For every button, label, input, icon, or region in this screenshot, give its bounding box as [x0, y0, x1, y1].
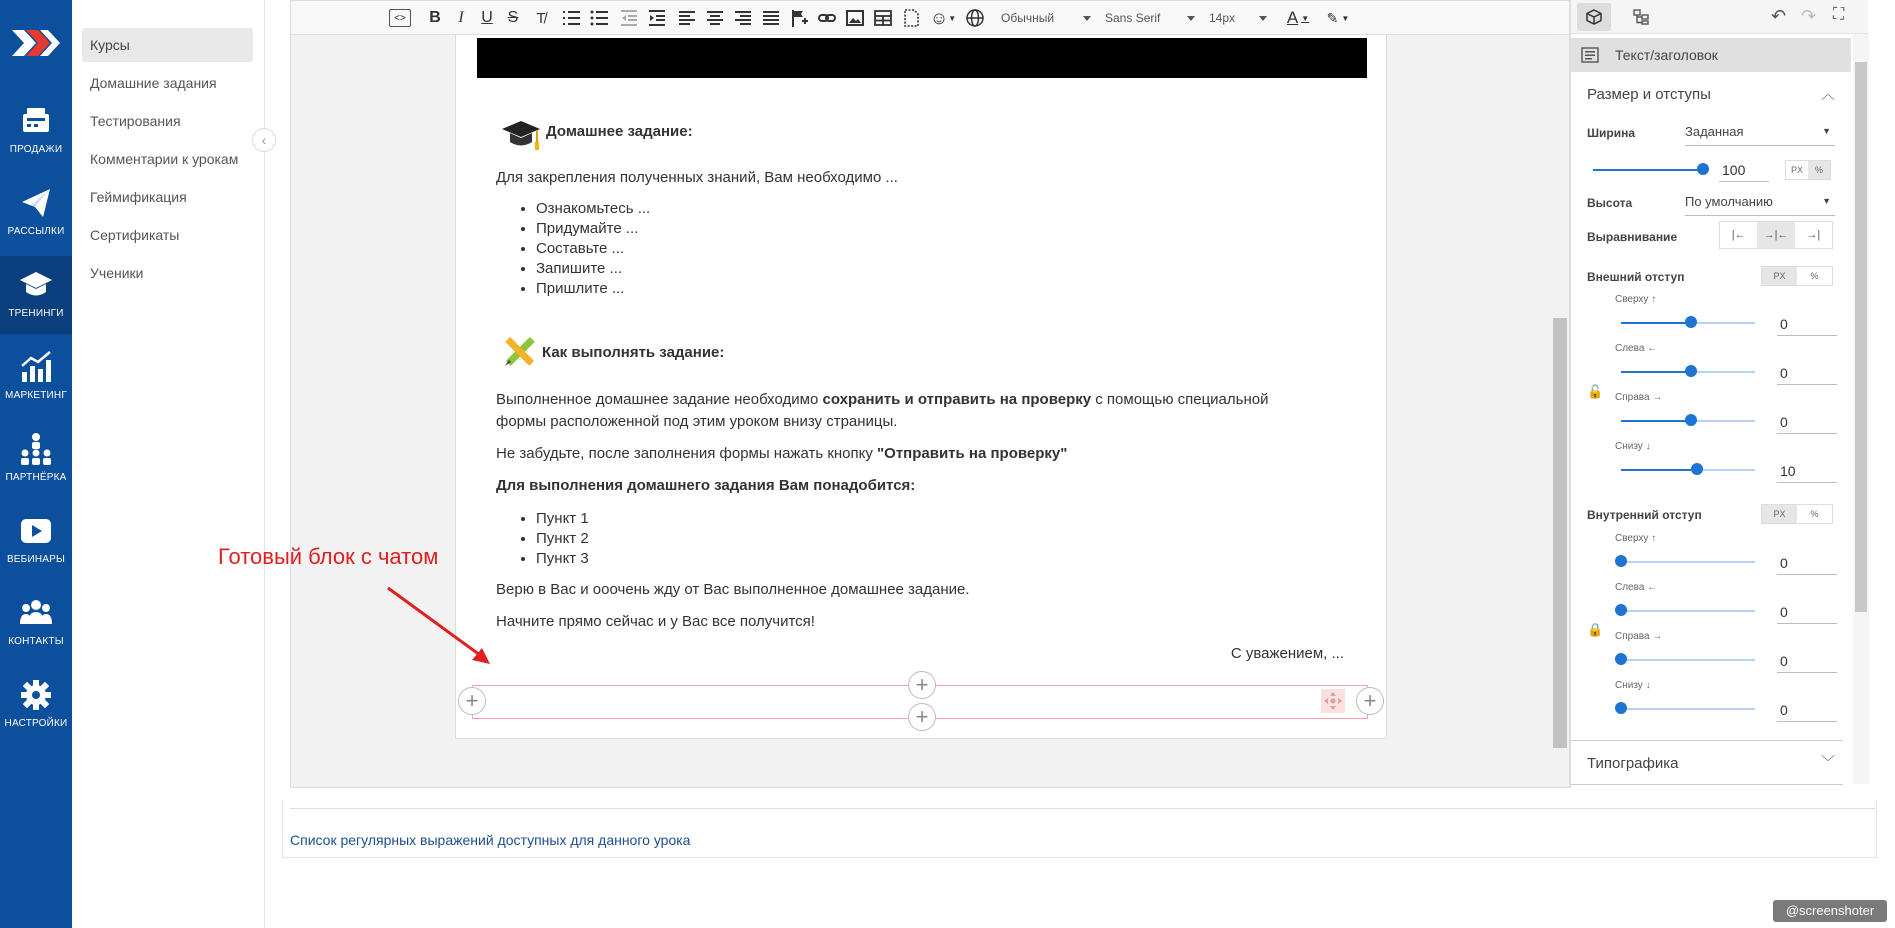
width-slider[interactable]: [1593, 169, 1701, 171]
graduation-cap-icon: [19, 268, 53, 302]
submenu-item-certificates[interactable]: Сертификаты: [90, 227, 180, 243]
divider: [1571, 740, 1843, 741]
align-center-icon: [705, 8, 725, 28]
highlight-button[interactable]: ✎ ▼: [1326, 9, 1350, 26]
anchor-button[interactable]: [787, 7, 811, 29]
unit-percent[interactable]: %: [1810, 509, 1819, 519]
block-settings-tab[interactable]: [1577, 3, 1611, 31]
outer-left-slider-fill: [1621, 371, 1691, 373]
need-title: Для выполнения домашнего задания Вам понадобится:: [496, 477, 916, 494]
format-select[interactable]: [1001, 6, 1091, 30]
homework-list: [516, 199, 650, 299]
size-section-title[interactable]: Размер и отступы: [1587, 86, 1711, 103]
cash-register-icon: [19, 104, 53, 138]
nav-label: МАРКЕТИНГ: [5, 390, 67, 401]
homework-title: Домашнее задание:: [546, 123, 693, 140]
table-button[interactable]: [871, 7, 895, 29]
editor-scrollbar[interactable]: [1551, 35, 1569, 785]
lock-closed-icon[interactable]: 🔒: [1587, 622, 1604, 637]
text-block-icon: [1581, 47, 1599, 63]
width-label: Ширина: [1587, 126, 1636, 140]
submenu-item-courses[interactable]: Курсы: [82, 28, 253, 62]
image-icon: [845, 8, 865, 28]
inner-bottom-label: Снизу ↓: [1615, 680, 1651, 691]
outer-left-text: Слева: [1615, 343, 1645, 354]
screenshoter-badge: @screenshoter: [1773, 900, 1887, 922]
inner-right-label: Справа →: [1615, 631, 1663, 642]
nav-item-webinars[interactable]: [0, 502, 72, 580]
inner-bottom-slider[interactable]: [1621, 708, 1755, 710]
chart-growth-icon: [19, 350, 53, 384]
text-color-button[interactable]: A ▼: [1286, 8, 1310, 27]
document-dashed-icon: [901, 8, 921, 28]
nav-label: ПРОДАЖИ: [9, 144, 63, 155]
outer-bottom-slider-fill: [1621, 469, 1697, 471]
footer-divider: [290, 808, 1875, 809]
annotation-arrow-icon: [380, 580, 500, 670]
align-right-option[interactable]: →|: [1806, 229, 1821, 241]
list-item: • Пункт 2: [536, 529, 589, 549]
unit-percent[interactable]: %: [1808, 161, 1830, 179]
align-right-icon: [733, 8, 753, 28]
strikethrough-button[interactable]: S: [507, 9, 519, 26]
outer-right-text: Справа: [1615, 392, 1650, 403]
chevron-down-icon[interactable]: ﹀: [1821, 754, 1835, 770]
list-item: • Придумайте ...: [536, 219, 650, 239]
height-mode-select[interactable]: По умолчанию ▼: [1685, 194, 1835, 216]
move-handle-icon[interactable]: [1321, 689, 1345, 713]
add-block-bottom-button[interactable]: +: [908, 703, 936, 731]
align-justify-icon: [761, 8, 781, 28]
outer-right-knob[interactable]: [1685, 414, 1697, 426]
code-view-button[interactable]: <>: [389, 9, 411, 27]
panel-scrollbar[interactable]: [1853, 34, 1869, 784]
inner-right-knob[interactable]: [1615, 653, 1627, 665]
list-item: • Запишите ...: [536, 259, 650, 279]
undo-button[interactable]: ↶: [1771, 6, 1787, 26]
inner-left-label: Слева ←: [1615, 582, 1658, 593]
how-paragraph-1-bold: сохранить и отправить на проверку: [822, 391, 1092, 408]
add-block-top-button[interactable]: +: [908, 671, 936, 699]
inner-left-slider[interactable]: [1621, 610, 1755, 612]
inner-top-input[interactable]: 0: [1777, 551, 1837, 575]
submenu-item-students[interactable]: Ученики: [90, 265, 144, 281]
inner-left-input[interactable]: 0: [1777, 600, 1837, 624]
how-paragraph-2-a: Не забудьте, после заполнения формы нажать кнопку: [496, 445, 878, 462]
add-block-left-button[interactable]: +: [458, 687, 486, 715]
width-unit-toggle[interactable]: [1785, 160, 1831, 180]
italic-button[interactable]: I: [458, 9, 464, 26]
size-select[interactable]: [1209, 6, 1267, 30]
how-paragraph-2-bold: "Отправить на проверку": [877, 445, 1068, 462]
fullscreen-button[interactable]: ⛶: [1833, 6, 1845, 23]
nav-item-partners[interactable]: [0, 420, 72, 498]
play-icon: [19, 514, 53, 548]
width-mode-value: Заданная: [1685, 124, 1744, 139]
outdent-icon: [619, 8, 639, 28]
lesson-canvas[interactable]: [455, 35, 1387, 739]
list-item: • Пункт 1: [536, 509, 589, 529]
inner-top-slider[interactable]: [1621, 561, 1755, 563]
how-paragraph-1-line2: формы расположенной под этим уроком внизу страницы.: [496, 413, 898, 430]
indent-icon: [647, 8, 667, 28]
link-button[interactable]: [815, 7, 839, 29]
paper-plane-icon: [19, 186, 53, 220]
graduation-cap-emoji-icon: [500, 115, 542, 155]
nav-label: КОНТАКТЫ: [8, 636, 64, 647]
unit-px[interactable]: PX: [1762, 267, 1797, 285]
lock-open-icon[interactable]: 🔓: [1587, 384, 1604, 399]
language-button[interactable]: [963, 7, 987, 29]
main-nav: [0, 0, 72, 928]
outer-bottom-text: Снизу: [1615, 441, 1643, 452]
inner-unit-toggle[interactable]: [1761, 504, 1833, 524]
editor-scroll-thumb[interactable]: [1553, 318, 1567, 748]
nav-label: ПАРТНЁРКА: [5, 472, 67, 483]
outer-left-knob[interactable]: [1685, 365, 1697, 377]
start-text: Начните прямо сейчас и у Вас все получится!: [496, 613, 815, 630]
trainings-submenu: [72, 0, 265, 928]
list-item: • Пункт 3: [536, 549, 589, 569]
structure-icon[interactable]: [1633, 9, 1649, 25]
inner-right-slider[interactable]: [1621, 659, 1755, 661]
submenu-item-gamification[interactable]: Геймификация: [90, 189, 187, 205]
list-item: • Пришлите ...: [536, 279, 650, 299]
align-label: Выравнивание: [1587, 230, 1678, 244]
inner-padding-label: Внутренний отступ: [1587, 508, 1702, 522]
outer-top-knob[interactable]: [1685, 316, 1697, 328]
outdent-button[interactable]: [617, 7, 641, 29]
need-list: [516, 509, 589, 569]
pencil-ruler-emoji-icon: [500, 331, 540, 371]
belief-text: Верю в Вас и ооочень жду от Вас выполненное домашнее задание.: [496, 581, 970, 598]
how-paragraph-1: [496, 391, 1268, 408]
align-left-icon: [677, 8, 697, 28]
outer-top-slider-fill: [1621, 322, 1691, 324]
globe-icon: [965, 8, 985, 28]
nav-item-marketing[interactable]: [0, 338, 72, 416]
height-label: Высота: [1587, 196, 1633, 210]
indent-button[interactable]: [645, 7, 669, 29]
align-justify-button[interactable]: [759, 7, 783, 29]
regards-text: С уважением, ...: [1230, 645, 1344, 662]
align-center-option[interactable]: →|←: [1757, 222, 1794, 248]
outer-bottom-knob[interactable]: [1691, 463, 1703, 475]
nav-item-trainings[interactable]: [0, 256, 72, 334]
outer-right-label: Справа →: [1615, 392, 1663, 403]
align-right-button[interactable]: [731, 7, 755, 29]
format-select-value: Обычный: [1001, 11, 1055, 25]
outer-left-input[interactable]: 0: [1777, 361, 1837, 385]
submenu-item-homework[interactable]: Домашние задания: [90, 75, 217, 91]
typography-section-title[interactable]: Типографика: [1587, 755, 1679, 772]
list-item: • Ознакомьтесь ...: [536, 199, 650, 219]
outer-right-slider-fill: [1621, 420, 1691, 422]
align-center-button[interactable]: [703, 7, 727, 29]
submenu-item-tests[interactable]: Тестирования: [90, 113, 181, 129]
unit-px[interactable]: PX: [1790, 165, 1803, 175]
outer-unit-toggle[interactable]: [1761, 266, 1833, 286]
nav-label: НАСТРОЙКИ: [4, 718, 68, 729]
outer-top-input[interactable]: 0: [1777, 312, 1837, 336]
how-paragraph-2: [496, 445, 1067, 462]
how-paragraph-1-a: Выполненное домашнее задание необходимо: [496, 391, 823, 408]
outer-top-label: Сверху ↑: [1615, 294, 1657, 305]
nav-label: РАССЫЛКИ: [7, 226, 65, 237]
size-select-value: 14px: [1209, 11, 1236, 25]
font-select-value: Sans Serif: [1105, 11, 1161, 25]
inner-left-knob[interactable]: [1615, 604, 1627, 616]
homework-intro: Для закрепления полученных знаний, Вам необходимо ...: [496, 169, 898, 186]
nav-item-sales[interactable]: [0, 92, 72, 170]
inner-left-text: Слева: [1615, 582, 1645, 593]
panel-scroll-thumb[interactable]: [1855, 62, 1867, 612]
width-mode-select[interactable]: Заданная ▼: [1685, 124, 1835, 146]
editor-toolbar: [291, 1, 1569, 35]
unit-px[interactable]: PX: [1762, 505, 1797, 523]
block-type-label: Текст/заголовок: [1615, 47, 1718, 63]
inner-top-text: Сверху: [1615, 533, 1649, 544]
cube-icon: [1586, 9, 1602, 25]
people-icon: [19, 596, 53, 630]
nav-item-mailings[interactable]: [0, 174, 72, 252]
inner-top-label: Сверху ↑: [1615, 533, 1657, 544]
outer-bottom-input[interactable]: 10: [1777, 459, 1837, 483]
bullet-list-button[interactable]: [587, 7, 611, 29]
inner-right-input[interactable]: 0: [1777, 649, 1837, 673]
flag-plus-icon: [789, 8, 809, 28]
panel-toolbar: [1571, 0, 1868, 34]
inner-right-text: Справа: [1615, 631, 1650, 642]
outer-bottom-label: Снизу ↓: [1615, 441, 1651, 452]
bullet-list-icon: [589, 8, 609, 28]
inner-bottom-input[interactable]: 0: [1777, 698, 1837, 722]
inner-bottom-text: Снизу: [1615, 680, 1643, 691]
how-title: Как выполнять задание:: [542, 344, 725, 361]
template-button[interactable]: [899, 7, 923, 29]
regex-list-link[interactable]: Список регулярных выражений доступных для данного урока: [290, 832, 691, 848]
outer-left-label: Слева ←: [1615, 343, 1658, 354]
underline-button[interactable]: U: [481, 9, 493, 26]
block-type-header: [1571, 38, 1851, 72]
clear-format-button[interactable]: T̸: [536, 9, 546, 27]
outer-right-input[interactable]: 0: [1777, 410, 1837, 434]
annotation-label: Готовый блок с чатом: [218, 544, 439, 569]
align-left-option[interactable]: |←: [1731, 229, 1746, 241]
nav-label: ТРЕНИНГИ: [8, 308, 64, 319]
gear-icon: [19, 678, 53, 712]
how-paragraph-1-c: с помощью специальной: [1091, 391, 1269, 408]
link-icon: [817, 8, 837, 28]
nav-item-settings[interactable]: [0, 666, 72, 744]
nav-item-contacts[interactable]: [0, 584, 72, 662]
add-block-right-button[interactable]: +: [1356, 687, 1384, 715]
list-item: • Составьте ...: [536, 239, 650, 259]
nav-label: ВЕБИНАРЫ: [6, 554, 66, 565]
bold-button[interactable]: B: [429, 9, 441, 26]
table-icon: [873, 8, 893, 28]
image-button[interactable]: [843, 7, 867, 29]
submenu-item-comments[interactable]: Комментарии к урокам: [90, 151, 239, 167]
logo-icon[interactable]: [10, 26, 62, 60]
font-select[interactable]: [1105, 6, 1195, 30]
width-slider-knob[interactable]: [1697, 163, 1709, 175]
width-input[interactable]: 100: [1719, 158, 1769, 182]
unit-percent[interactable]: %: [1810, 271, 1819, 281]
header-banner: [477, 38, 1367, 78]
inner-top-knob[interactable]: [1615, 555, 1627, 567]
network-people-icon: [19, 432, 53, 466]
divider: [1571, 784, 1843, 785]
ordered-list-icon: [561, 8, 581, 28]
properties-panel: [1570, 0, 1885, 788]
chevron-up-icon[interactable]: ︿: [1821, 86, 1835, 102]
collapse-sidebar-button[interactable]: ‹: [252, 128, 276, 152]
outer-top-text: Сверху: [1615, 294, 1649, 305]
redo-button[interactable]: ↷: [1801, 6, 1817, 26]
ordered-list-button[interactable]: [559, 7, 583, 29]
align-left-button[interactable]: [675, 7, 699, 29]
align-toggle[interactable]: [1719, 221, 1833, 249]
inner-bottom-knob[interactable]: [1615, 702, 1627, 714]
height-mode-value: По умолчанию: [1685, 194, 1773, 209]
outer-margin-label: Внешний отступ: [1587, 270, 1685, 284]
emoji-button[interactable]: ☺ ▼: [929, 7, 957, 28]
